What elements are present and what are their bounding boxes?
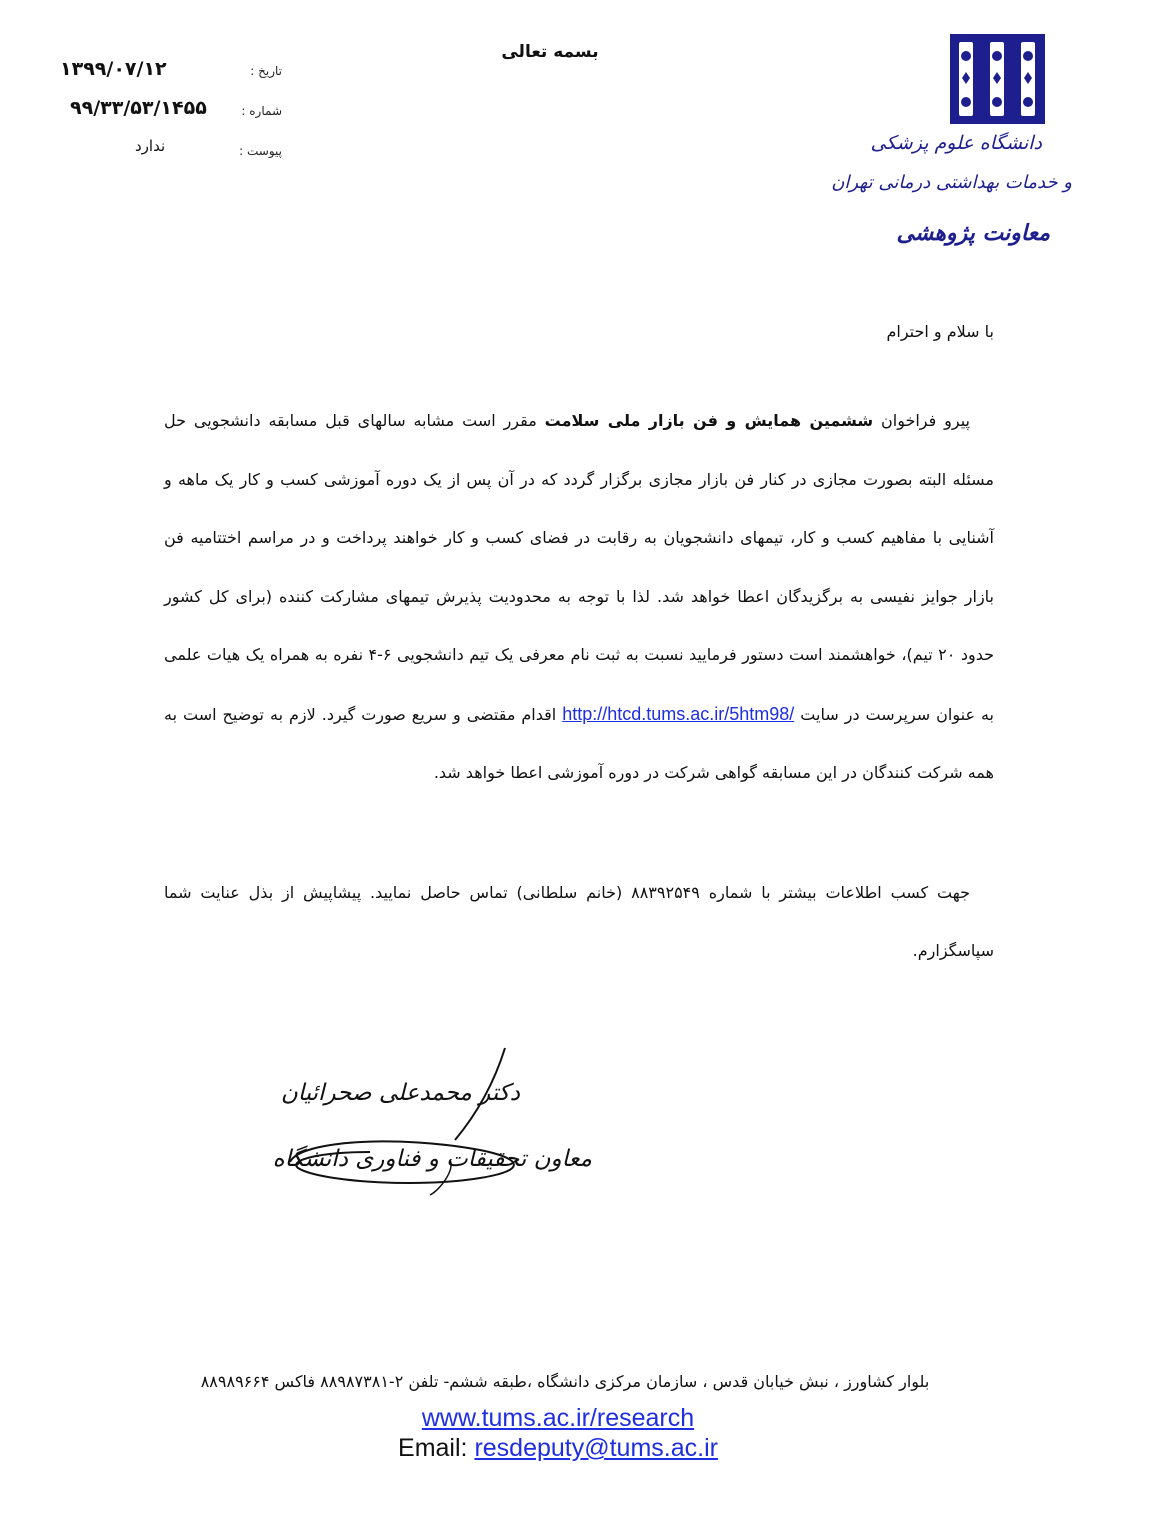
- date-label: تاریخ :: [250, 64, 282, 78]
- footer-address: بلوار کشاورز ، نبش خیابان قدس ، سازمان مرکزی دانشگاه ،طبقه ششم- تلفن ۲-۸۸۹۸۷۳۸۱ فاکس ۸۸۹۸۹۶۶۴: [200, 1372, 930, 1391]
- body-paragraph-contact: جهت کسب اطلاعات بیشتر با شماره ۸۸۳۹۲۵۴۹ (خانم سلطانی) تماس حاصل نمایید. پیشاپیش از بذل عنایت شما سپاسگزارم.: [164, 883, 994, 960]
- university-logo-icon: [950, 34, 1045, 124]
- footer-email-line: [0, 1434, 1116, 1463]
- attachment-value: ندارد: [135, 137, 166, 155]
- letter-heading: بسمه تعالی: [501, 42, 599, 62]
- para-end: اقدام مقتضی و سریع صورت گیرد. لازم به توضیح است به همه شرکت کنندگان در این مسابقه گواهی شرکت در دوره آموزشی اعطا خواهد شد.: [164, 704, 994, 782]
- body-paragraph-main: [164, 392, 994, 803]
- number-label: شماره :: [241, 104, 282, 118]
- university-services: و خدمات بهداشتی درمانی تهران: [831, 172, 1072, 193]
- signatory-title: معاون تحقیقات و فناوری دانشگاه: [272, 1146, 592, 1172]
- email-label: Email:: [398, 1434, 475, 1462]
- para-intro: پیرو فراخوان: [873, 411, 971, 430]
- website-link[interactable]: www.tums.ac.ir/research: [421, 1404, 695, 1432]
- attachment-label: پیوست :: [239, 144, 282, 158]
- event-name: ششمین همایش و فن بازار ملی سلامت: [544, 411, 874, 430]
- email-link[interactable]: resdeputy@tums.ac.ir: [474, 1434, 718, 1462]
- signature-flourish-icon: [280, 1040, 610, 1200]
- number-value: ۹۹/۳۳/۵۳/۱۴۵۵: [70, 97, 207, 119]
- registration-link[interactable]: http://htcd.tums.ac.ir/5htm98/: [562, 703, 795, 724]
- university-name: دانشگاه علوم پزشکی: [870, 132, 1042, 154]
- date-value: ۱۳۹۹/۰۷/۱۲: [60, 58, 167, 80]
- salutation: با سلام و احترام: [886, 322, 994, 341]
- department-name: معاونت پژوهشی: [896, 220, 1050, 246]
- signatory-name: دکتر محمدعلی صحرائیان: [280, 1080, 520, 1106]
- para-body: مقرر است مشابه سالهای قبل مسابقه دانشجویی حل مسئله البته بصورت مجازی در کنار فن بازار مجازی برگزار گردد که در آن پس از یک دوره آموزشی کسب و کار یک ماهه و آشنایی با مفاهیم کسب و کار، تیمهای دانشجویان به رقابت در فضای کسب و کار خواهند پرداخت و در مراسم اختتامیه فن بازار جوایز نفیسی به برگزیدگان اعطا خواهد شد. لذا با توجه به محدودیت پذیرش تیمهای مشارکت کننده (برای کل کشور حدود ۲۰ تیم)، خواهشمند است دستور فرمایید نسبت به ثبت نام معرفی یک تیم دانشجویی ۶-۴ نفره به همراه یک هیات علمی به عنوان سرپرست در سایت: [164, 411, 994, 724]
